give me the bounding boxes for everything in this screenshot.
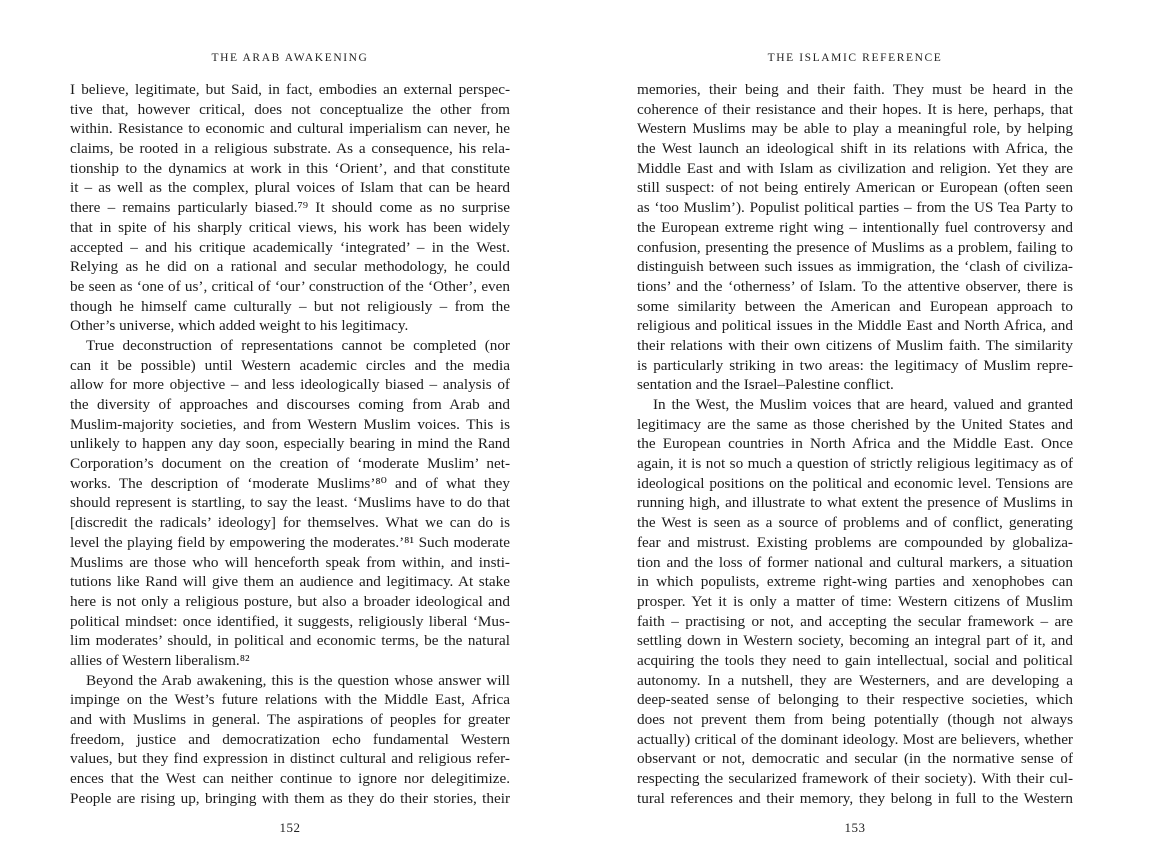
text-line: should represent is startling, to say the least. ‘Muslims have to do that — [70, 494, 510, 512]
text-line: the European extreme right wing – intentionally fuel controversy and — [637, 218, 1073, 236]
text-line: People are rising up, bringing with them as they do their stories, their — [70, 789, 510, 807]
text-line: there – remains particularly biased.⁷⁹ It should come as no surprise — [70, 199, 510, 217]
text-line: as ‘too Muslim’). Populist political parties – from the US Tea Party to — [637, 199, 1073, 217]
text-line: lim moderates’ should, in political and economic terms, be the natural — [70, 632, 510, 650]
text-line: some similarity between the American and European approach to — [637, 297, 1073, 315]
page-number: 152 — [279, 820, 301, 835]
text-line: Muslims are those who will henceforth speak from within, and insti- — [70, 553, 510, 571]
text-line: autonomy. In a nutshell, they are Westerners, and are developing a — [637, 671, 1073, 689]
text-line: fear and mistrust. Existing problems are compounded by globaliza- — [637, 533, 1073, 551]
text-line: prosper. Yet it is only a matter of time: Western citizens of Muslim — [637, 592, 1073, 610]
text-line: though he himself came culturally – but not religiously – from the — [70, 297, 510, 315]
text-line: sentation and the Israel–Palestine conflict. — [637, 376, 894, 394]
running-head: THE ISLAMIC REFERENCE — [767, 52, 943, 64]
text-line: running high, and illustrate to what extent the presence of Muslims in — [637, 494, 1073, 512]
text-line: be seen as ‘one of us’, critical of ‘our’ construction of the ‘Other’, even — [70, 277, 510, 295]
text-line: confusion, presenting the presence of Muslims as a problem, failing to — [637, 238, 1073, 256]
text-line: religious and political issues in the Middle East and North Africa, and — [637, 317, 1073, 335]
text-line: Other’s universe, which added weight to his legitimacy. — [70, 317, 409, 335]
text-line: Western Muslims may be able to play a meaningful role, by helping — [637, 120, 1073, 138]
text-line: In the West, the Muslim voices that are heard, valued and granted — [653, 396, 1073, 413]
text-line: allies of Western liberalism.⁸² — [70, 651, 250, 669]
text-line: [discredit the radicals’ ideology] for themselves. What we can do is — [70, 514, 510, 532]
text-line: Middle East and with Islam as civilization and religion. Yet they are — [637, 159, 1073, 177]
text-line: does not prevent them from being potentially (though not always — [637, 711, 1073, 728]
text-line: I believe, legitimate, but Said, in fact, embodies an external perspec- — [70, 81, 510, 98]
text-line: tutions like Rand will give them an audience and legitimacy. At stake — [70, 573, 510, 591]
text-line: and with Muslims in general. The aspirations of peoples for greater — [70, 711, 510, 728]
text-line: political mindset: once identified, it suggests, religiously liberal ‘Mus- — [70, 612, 510, 630]
text-line: deep-seated sense of belonging to their respective societies, which — [637, 691, 1073, 709]
text-line: tive that, however critical, does not conceptualize the other from — [70, 100, 510, 118]
page-number: 153 — [844, 820, 866, 835]
text-line: faith – practising or not, and accepting the secular framework – are — [637, 612, 1073, 630]
text-line: level the playing field by empowering the moderates.’⁸¹ Such moderate — [70, 533, 510, 551]
text-line: the West is seen as a source of problems and of conflict, generating — [637, 514, 1073, 532]
text-line: it – as well as the complex, plural voices of Islam that can be heard — [70, 179, 510, 197]
text-line: still suspect: of not being entirely American or European (often seen — [637, 179, 1073, 197]
text-line: in which populists, extreme right-wing parties and xenophobes can — [637, 573, 1073, 591]
text-line: tions’ and the ‘otherness’ of Islam. To the attentive observer, there is — [637, 277, 1073, 295]
text-line: True deconstruction of representations cannot be completed (nor — [86, 336, 510, 354]
text-line: that in spite of his sharply critical views, his work has been widely — [70, 218, 510, 236]
text-line: impinge on the West’s future relations with the Middle East, Africa — [70, 691, 510, 709]
text-line: Beyond the Arab awakening, this is the question whose answer will — [86, 671, 510, 689]
text-line: tionship to the dynamics at work in this ‘Orient’, and that constitute — [70, 159, 510, 177]
text-line: actually) critical of the dominant ideology. Most are believers, whether — [637, 730, 1073, 748]
text-line: claims, be rooted in a religious substrate. As a consequence, his rela- — [70, 140, 510, 158]
text-line: can it be possible) until Western academic circles and the media — [70, 356, 510, 374]
running-head: THE ARAB AWAKENING — [211, 52, 369, 64]
body-text — [637, 80, 1073, 808]
text-line: Muslim-majority societies, and from Western Muslim voices. This is — [70, 415, 510, 433]
text-line: unlikely to happen any day soon, especially bearing in mind the Rand — [70, 435, 510, 453]
text-line: accepted – and his critique academically ‘integrated’ – in the West. — [70, 238, 510, 256]
text-line: distinguish between such issues as immigration, the ‘clash of civiliza- — [637, 258, 1073, 276]
text-line: freedom, justice and democratization echo fundamental Western — [70, 730, 510, 748]
text-line: settling down in Western society, becoming an integral part of it, and — [637, 632, 1073, 650]
text-line: tural references and their memory, they belong in full to the Western — [637, 789, 1073, 807]
text-line: memories, their being and their faith. They must be heard in the — [637, 81, 1073, 98]
text-line: their relations with their own citizens of Muslim faith. The similarity — [637, 336, 1073, 354]
text-line: tion and the loss of former national and cultural markers, a situation — [637, 553, 1073, 571]
text-line: coherence of their resistance and their hopes. It is here, perhaps, that — [637, 100, 1073, 118]
text-line: ideological positions on the political and economic level. Tensions are — [637, 474, 1073, 492]
text-line: Relying as he did on a rational and secular methodology, he could — [70, 258, 510, 276]
text-line: works. The description of ‘moderate Muslims’⁸⁰ and of what they — [70, 474, 510, 492]
text-line: legitimacy are the same as those cherished by the United States and — [637, 415, 1073, 433]
text-line: the diversity of approaches and discourses coming from Arab and — [70, 396, 510, 413]
text-line: Corporation’s document on the creation of ‘moderate Muslim’ net- — [70, 455, 510, 473]
text-line: values, but they find expression in distinct cultural and religious refer- — [70, 750, 510, 768]
text-line: again, it is not so much a question of strictly religious legitimacy as of — [637, 455, 1073, 473]
right-page — [637, 0, 1073, 851]
text-line: the European countries in North Africa and the Middle East. Once — [637, 435, 1073, 453]
text-line: ences that the West can neither continue to ignore nor delegitimize. — [70, 770, 510, 788]
body-text — [70, 80, 510, 808]
text-line: here is not only a religious posture, but also a broader ideological and — [70, 592, 510, 610]
text-line: acquiring the tools they need to gain intellectual, social and political — [637, 651, 1073, 669]
text-line: within. Resistance to economic and cultural imperialism can never, he — [70, 120, 510, 138]
text-line: respecting the secularized framework of their society). With their cul- — [637, 770, 1073, 788]
text-line: observant or not, democratic and secular (in the normative sense of — [637, 750, 1073, 768]
text-line: allow for more objective – and less ideologically biased – analysis of — [70, 376, 510, 394]
text-line: is particularly striking in two areas: the legitimacy of Muslim repre- — [637, 356, 1073, 374]
text-line: the West launch an ideological shift in its relations with Africa, the — [637, 140, 1073, 158]
left-page — [70, 0, 510, 851]
